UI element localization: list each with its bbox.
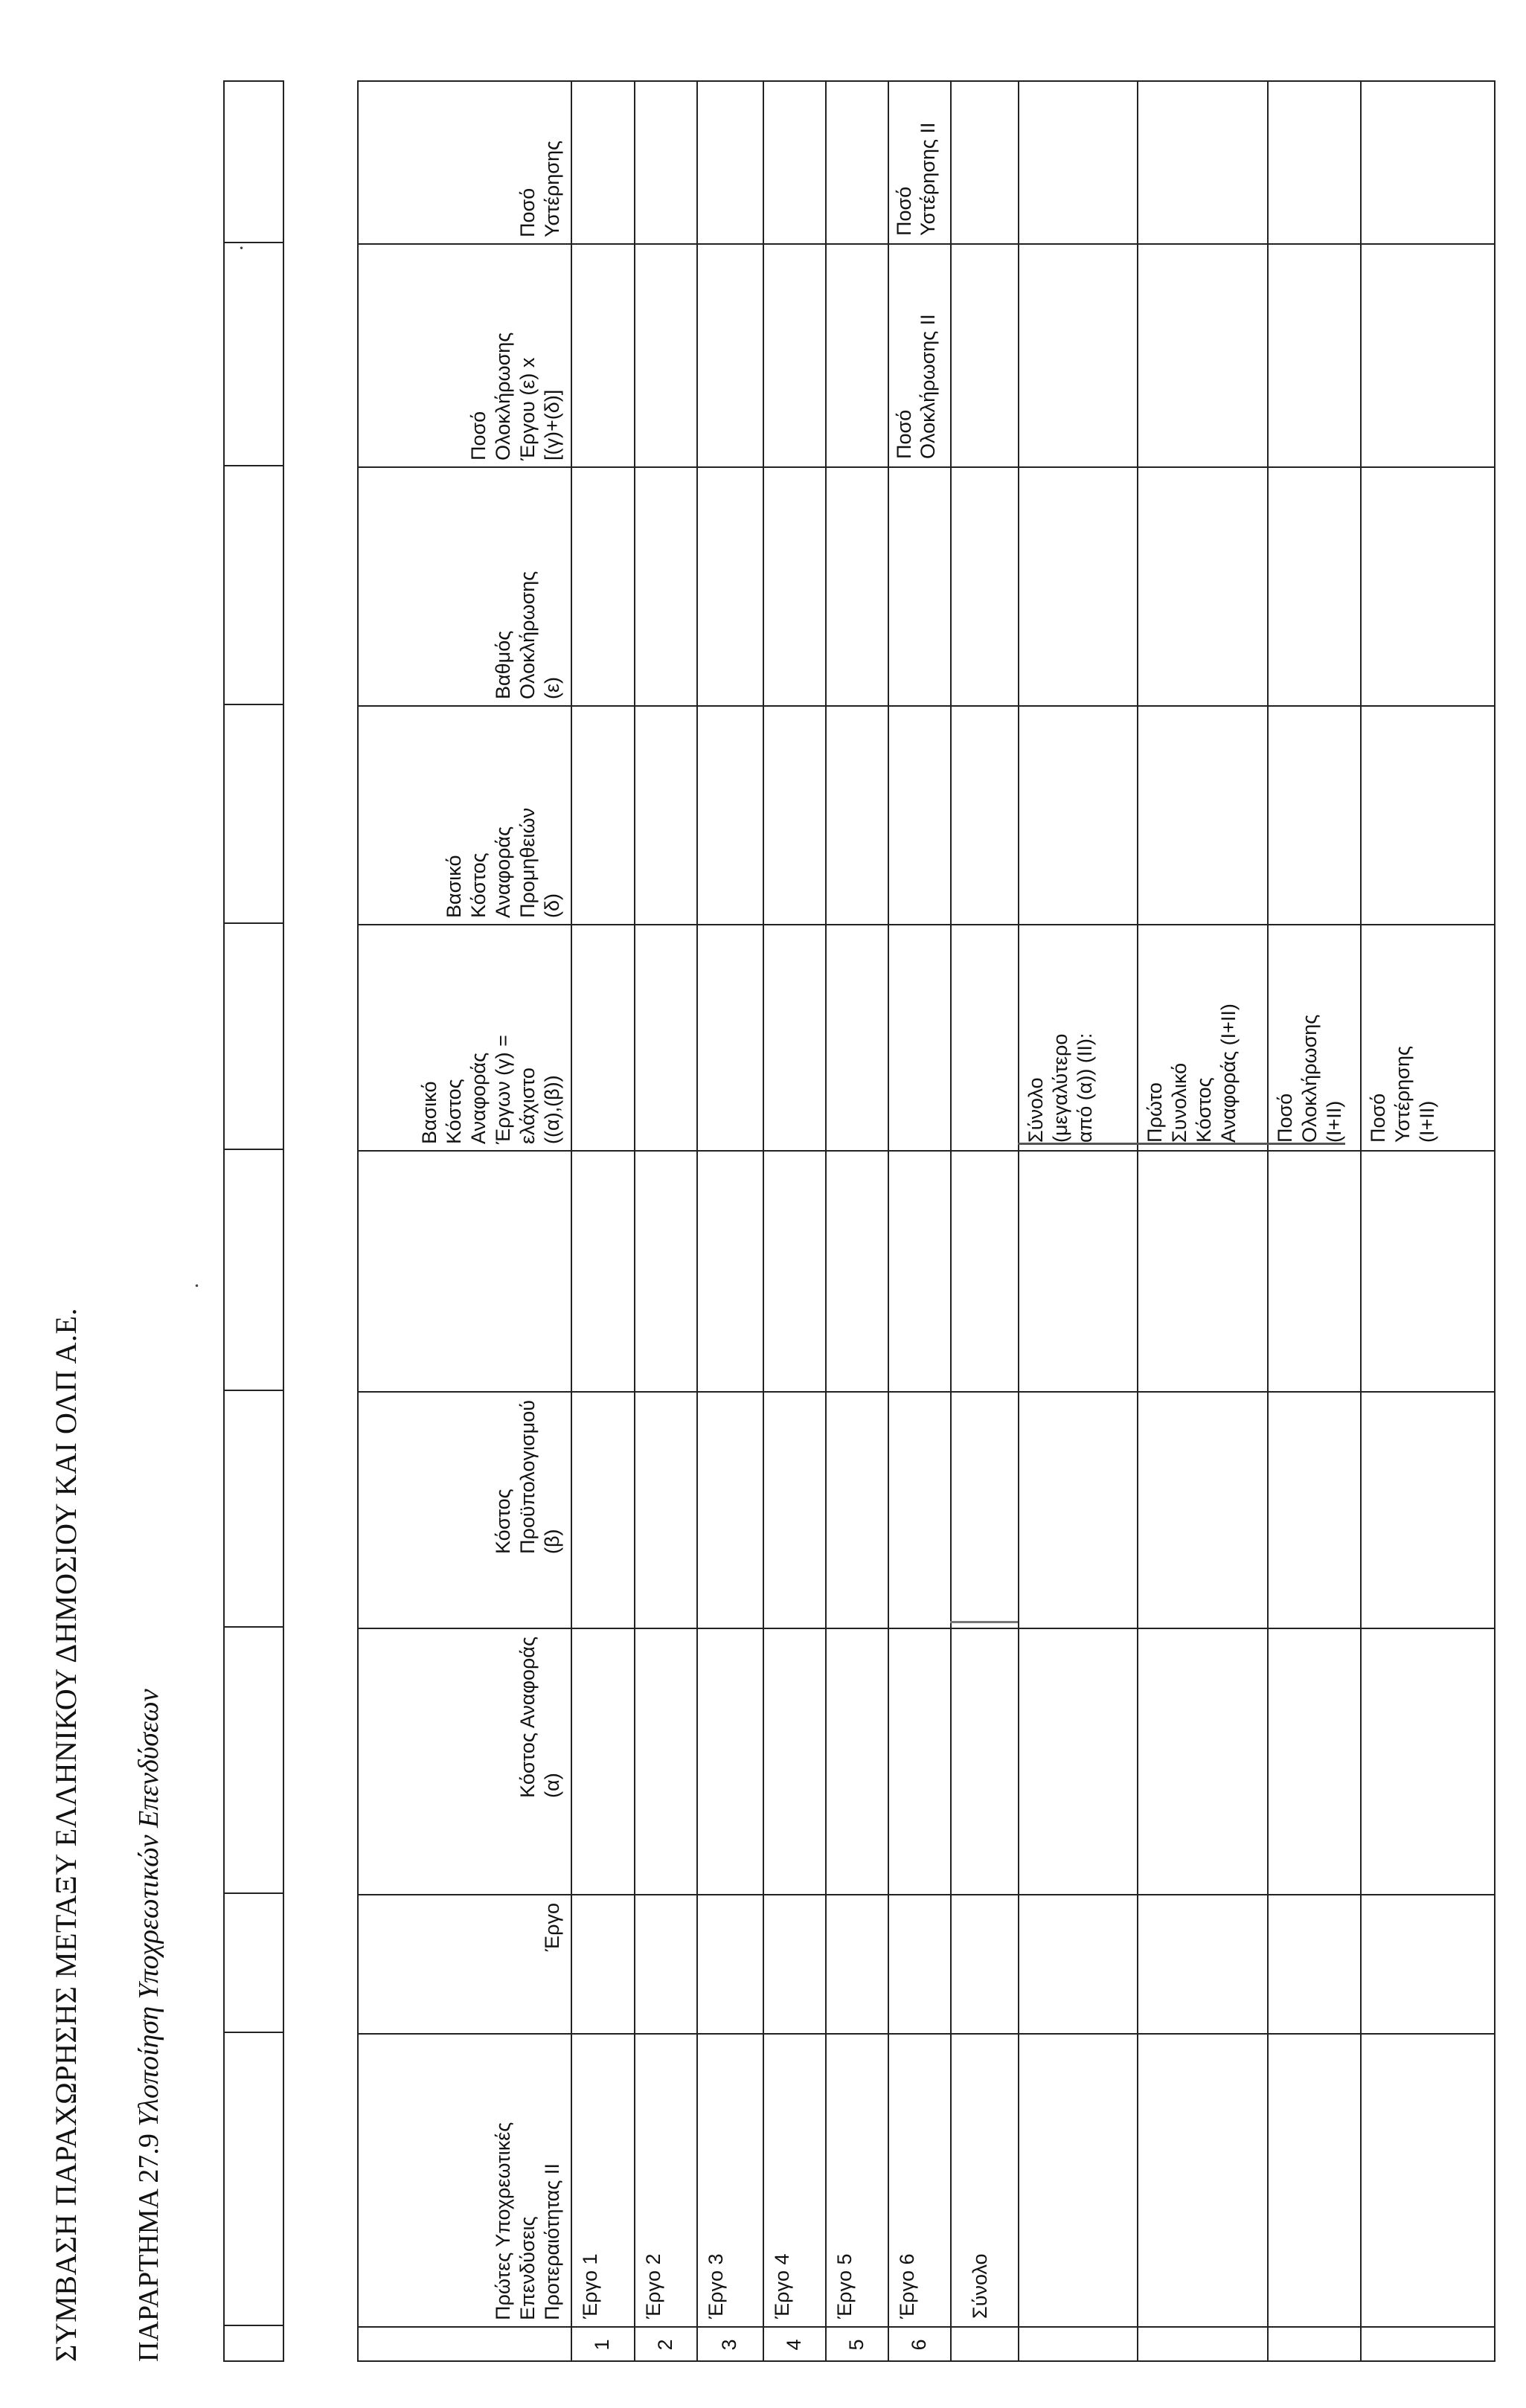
document-title: ΣΥΜΒΑΣΗ ΠΑΡΑΧΩΡΗΣΗΣ ΜΕΤΑΞΥ ΕΛΛΗΝΙΚΟΥ ΔΗΜΟΣΙΟΥ ΚΑΙ ΟΛΠ Α.Ε. [49, 1308, 83, 2362]
header-completion-amount: Ποσό Ολοκλήρωσης Έργου (ε) x [(γ)+(δ)] [467, 332, 563, 460]
header-completion-degree: Βαθμός Ολοκλήρωσης (ε) [492, 571, 563, 699]
header-strip-table [223, 80, 284, 2362]
total-row-label: Σύνολο [969, 2253, 991, 2319]
row-project-label: Έργο 6 [896, 2253, 918, 2319]
header-delay-amount: Ποσό Υστέρησης [516, 141, 563, 237]
summary-completion-amount: Ποσό Ολοκλήρωσης (Ι+ΙΙ) [1274, 1014, 1345, 1143]
header-empty-column [357, 1152, 571, 1393]
scan-speck: . [223, 245, 248, 251]
delay-amount-II-label: Ποσό Υστέρησης ΙΙ [893, 122, 939, 236]
row-project-label: Έργο 3 [705, 2253, 727, 2319]
row-number: 4 [782, 2339, 805, 2351]
header-base-supply-cost: Βασικό Κόστος Αναφοράς Προμηθειών (δ) [443, 807, 563, 918]
header-reference-cost: Κόστος Αναφοράς (α) [516, 1637, 563, 1798]
row-number: 3 [718, 2339, 740, 2351]
header-investments: Πρώτες Υποχρεωτικές Επενδύσεις Προτεραιότητας ΙΙ [492, 2122, 563, 2320]
row-number: 2 [653, 2339, 676, 2351]
row-number: 1 [591, 2339, 613, 2351]
row-number: 5 [844, 2339, 868, 2351]
header-budget-cost: Κόστος Προϋπολογισμού (β) [492, 1400, 563, 1554]
summary-first-total-reference-cost: Πρώτο Συνολικό Κόστος Αναφοράς (Ι+ΙΙ) [1144, 1004, 1240, 1143]
summary-delay-amount: Ποσό Υστέρησης (Ι+ΙΙ) [1367, 1046, 1438, 1143]
row-project-label: Έργο 2 [642, 2253, 664, 2319]
scan-speck: . [179, 1282, 203, 1288]
row-project-label: Έργο 4 [771, 2253, 793, 2319]
summary-total-II: Σύνολο (μεγαλύτερο από (α)) (ΙΙ): [1025, 1033, 1096, 1143]
row-project-label: Έργο 5 [833, 2253, 856, 2319]
annex-title [132, 1689, 165, 2362]
row-project-label: Έργο 1 [579, 2253, 601, 2319]
row-number: 6 [907, 2339, 930, 2351]
investments-table [357, 80, 1495, 2362]
annex-name: Υλοποίηση Υποχρεωτικών Επενδύσεων [133, 1689, 164, 2127]
completion-amount-II-label: Ποσό Ολοκλήρωσης ΙΙ [893, 314, 939, 459]
header-project: Έργο [541, 1903, 563, 1952]
annex-number: ΠΑΡΑΡΤΗΜΑ 27.9 [133, 2126, 164, 2362]
header-base-reference-cost: Βασικό Κόστος Αναφοράς Έργων (γ) = ελάχιστο ((α),(β)) [418, 1035, 563, 1144]
